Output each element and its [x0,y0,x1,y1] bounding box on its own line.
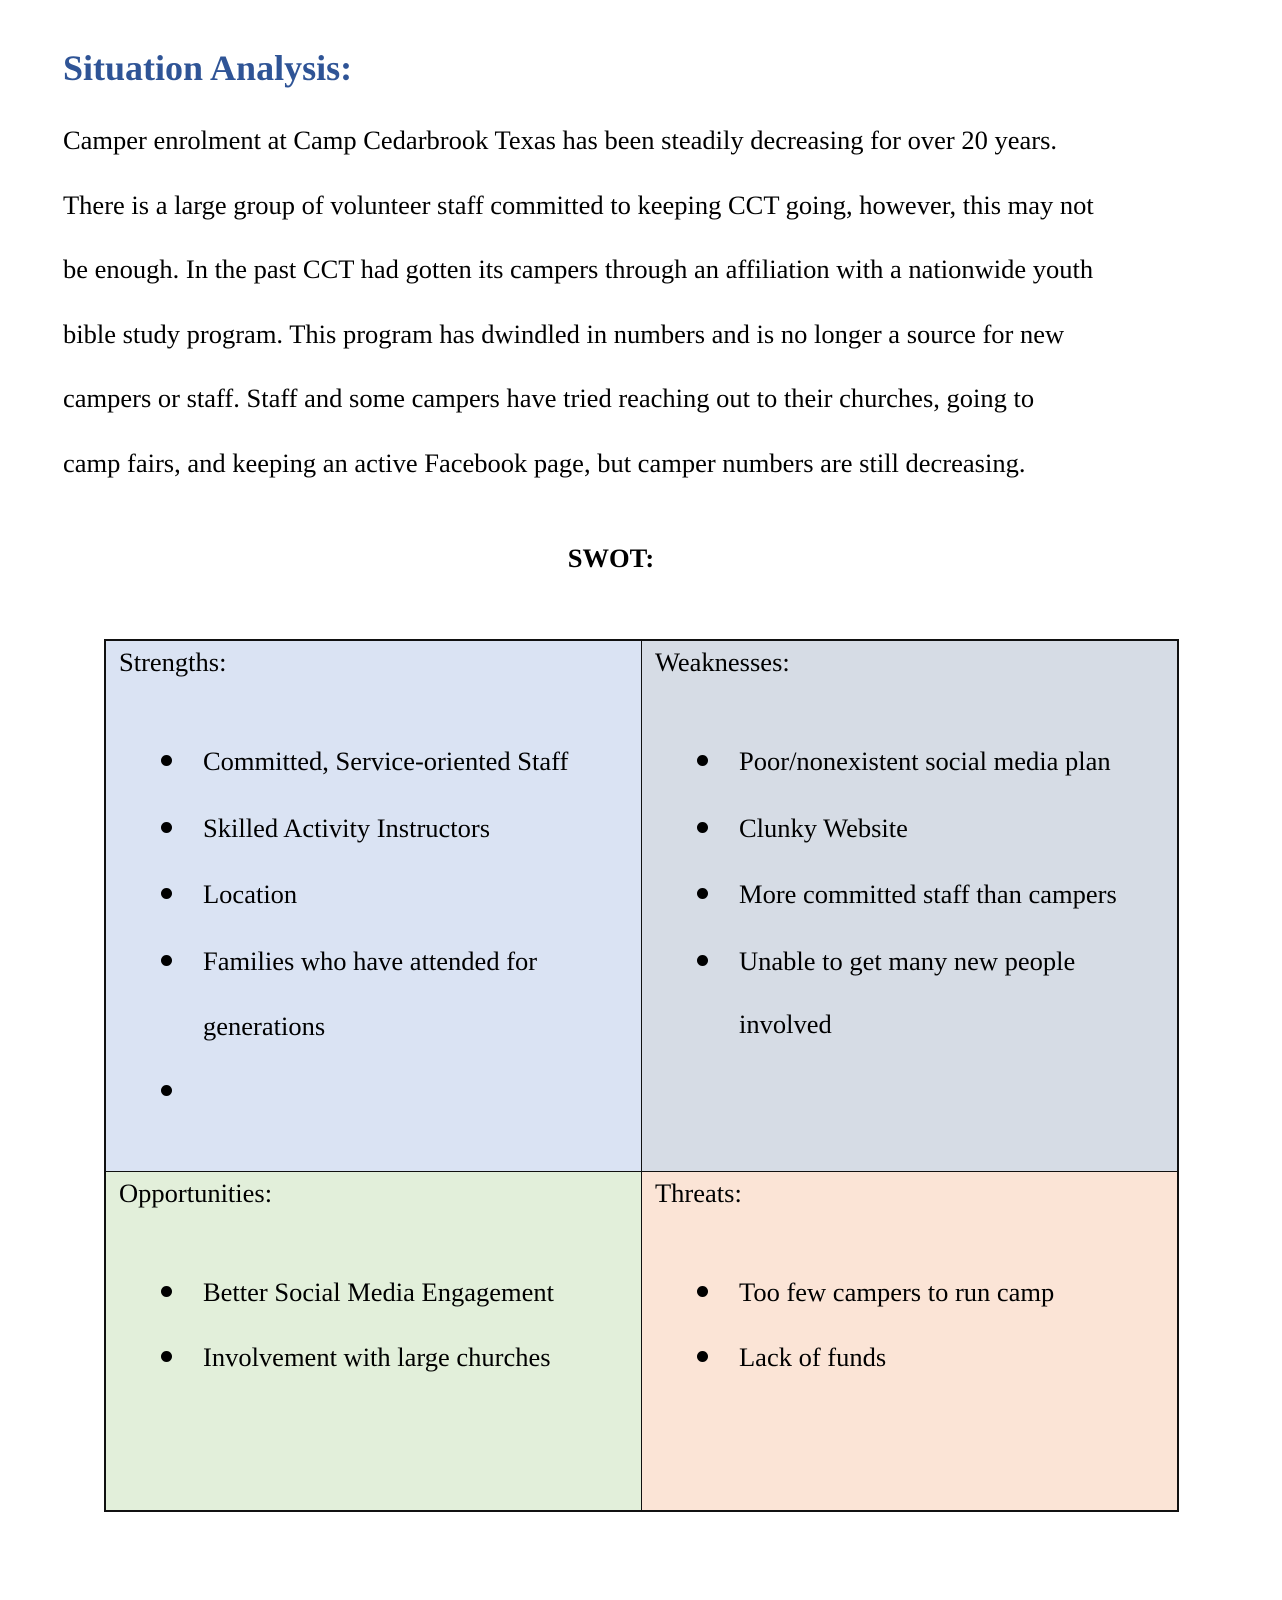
paragraph-line: camp fairs, and keeping an active Facebook page, but camper numbers are still decreasing. [63,447,1026,478]
strengths-label: Strengths: [119,647,227,677]
list-item-text: Better Social Media Engagement [203,1277,555,1307]
bullet-icon [697,1351,708,1362]
list-item [106,941,641,1041]
bullet-icon [161,755,172,766]
section-heading: Situation Analysis: [63,48,353,88]
swot-title: SWOT: [567,543,655,573]
bullet-icon [161,1286,172,1297]
list-item [106,874,641,914]
list-item-text: Unable to get many new people [739,946,1076,976]
list-item-text: More committed staff than campers [739,879,1117,909]
bullet-icon [161,822,172,833]
list-item [106,1071,641,1111]
threats-label: Threats: [655,1178,742,1208]
list-item-text: Poor/nonexistent social media plan [739,746,1111,776]
list-item [642,1272,1177,1312]
list-item-text: Lack of funds [739,1342,887,1372]
bullet-icon [161,1351,172,1362]
list-item [642,741,1177,781]
situation-paragraph [63,108,1223,496]
swot-threats-cell [642,1172,1177,1510]
list-item-text: Location [203,879,298,909]
bullet-icon [697,755,708,766]
swot-weaknesses-cell [642,641,1177,1172]
list-item-text-continued: generations [203,1011,326,1041]
list-item-text: Involvement with large churches [203,1342,551,1372]
bullet-icon [697,888,708,899]
list-item [642,808,1177,848]
bullet-icon [161,955,172,966]
bullet-icon [161,1085,172,1096]
paragraph-line: bible study program. This program has dwindled in numbers and is no longer a source for new [63,318,1065,349]
paragraph-line: There is a large group of volunteer staff committed to keeping CCT going, however, this may not [63,189,1094,220]
paragraph-line: Camper enrolment at Camp Cedarbrook Texas has been steadily decreasing for over 20 years. [63,125,1058,155]
swot-table [104,639,1179,1512]
list-item-text-continued: involved [739,1009,832,1039]
bullet-icon [697,1286,708,1297]
list-item-text: Skilled Activity Instructors [203,813,491,843]
list-item [106,741,641,781]
list-item-text: Too few campers to run camp [739,1277,1055,1307]
weaknesses-label: Weaknesses: [655,647,790,677]
list-item [106,808,641,848]
list-item-text: Families who have attended for [203,946,538,976]
bullet-icon [697,822,708,833]
list-item [106,1337,641,1377]
paragraph-line: campers or staff. Staff and some campers have tried reaching out to their churches, going to [63,383,1035,414]
paragraph-line: be enough. In the past CCT had gotten its campers through an affiliation with a nationwide youth [63,254,1094,285]
bullet-icon [161,888,172,899]
swot-strengths-cell [106,641,642,1172]
list-item [106,1272,641,1312]
swot-opportunities-cell [106,1172,642,1510]
list-item-text: Clunky Website [739,813,908,843]
opportunities-label: Opportunities: [119,1178,273,1208]
list-item-text: Committed, Service-oriented Staff [203,746,569,776]
list-item [642,941,1177,1039]
bullet-icon [697,955,708,966]
list-item [642,1337,1177,1377]
list-item [642,874,1177,914]
